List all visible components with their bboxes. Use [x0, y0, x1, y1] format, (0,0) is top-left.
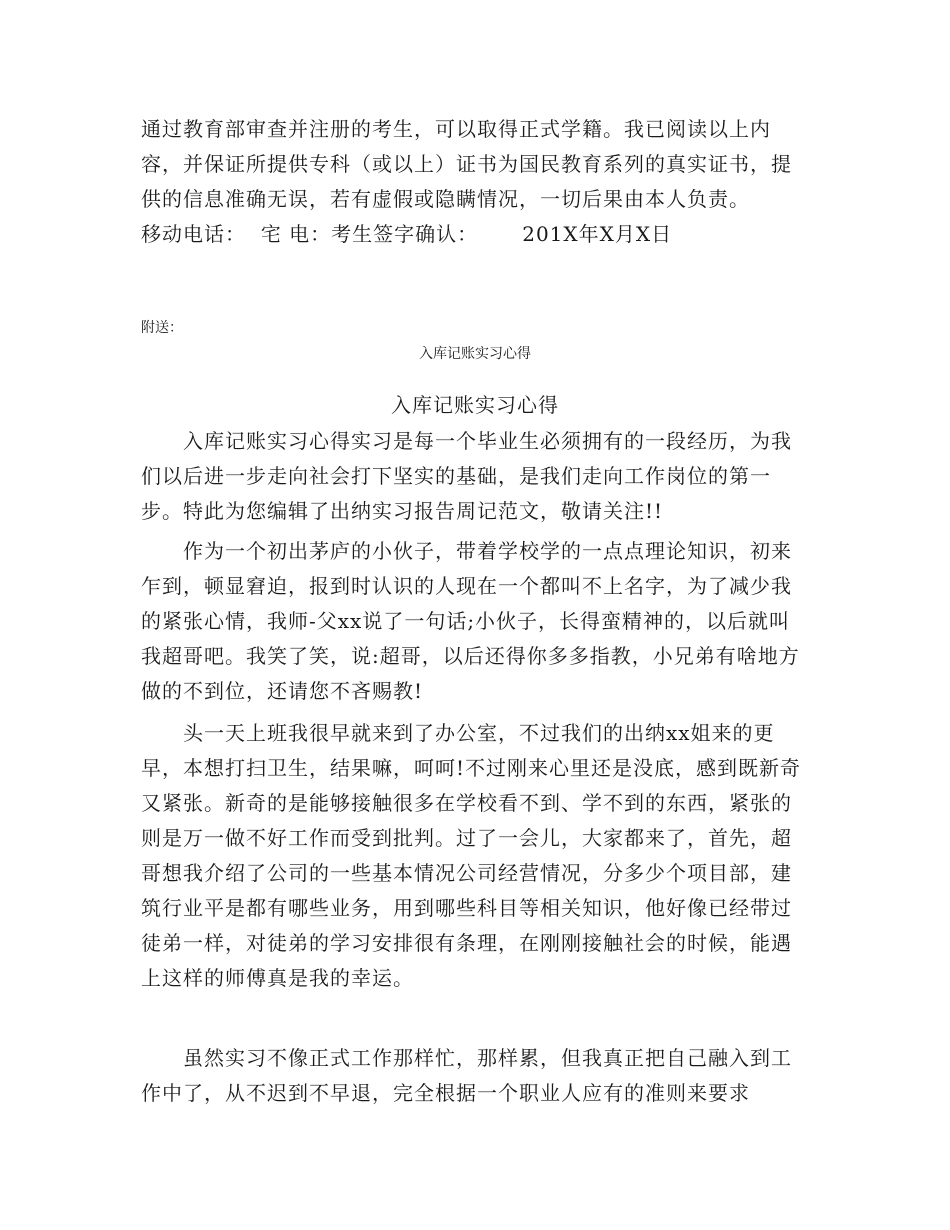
paragraph-2: 作为一个初出茅庐的小伙子，带着学校学的一点点理论知识，初来乍到，顿显窘迫，报到时认识的人现在一个都叫不上名字，为了减少我的紧张心情，我师-父xx说了一句话;小伙子，长得蛮精神的，以后就叫我超哥吧。我笑了笑，说:超哥，以后还得你多多指教，小兄弟有啥地方做的不到位，还请您不吝赐教! [141, 539, 800, 703]
paragraph-1: 入库记账实习心得实习是每一个毕业生必须拥有的一段经历，为我们以后进一步走向社会打下坚实的基础，是我们走向工作岗位的第一步。特此为您编辑了出纳实习报告周记范文，敬请关注!! [141, 429, 792, 523]
paragraph-4: 虽然实习不像正式工作那样忙，那样累，但我真正把自己融入到工作中了，从不迟到不早退，完全根据一个职业人应有的准则来要求 [141, 1046, 792, 1105]
main-title: 入库记账实习心得 [391, 393, 559, 417]
intro-text: 通过教育部审查并注册的考生，可以取得正式学籍。我已阅读以上内容，并保证所提供专科（或以上）证书为国民教育系列的真实证书，提供的信息准确无误，若有虚假或隐瞒情况，一切后果由本人负责。 [141, 117, 792, 211]
intro-paragraph [141, 112, 811, 252]
paragraph-3: 头一天上班我很早就来到了办公室，不过我们的出纳xx姐来的更早，本想打扫卫生，结果嘛，呵呵!不过刚来心里还是没底，感到既新奇又紧张。新奇的是能够接触很多在学校看不到、学不到的东西，紧张的则是万一做不好工作而受到批判。过了一会儿，大家都来了，首先，超哥想我介绍了公司的一些基本情况公司经营情况，分多少个项目部，建筑行业平是都有哪些业务，用到哪些科目等相关知识，他好像已经带过徒弟一样，对徒弟的学习安排很有条理，在刚刚接触社会的时候，能遇上这样的师傅真是我的幸运。 [141, 721, 802, 990]
attachment-label: 附送： [141, 320, 183, 336]
small-title: 入库记账实习心得 [419, 346, 531, 362]
contact-line: 移动电话： 宅 电：考生签字确认： 201X年X月X日 [141, 222, 673, 246]
